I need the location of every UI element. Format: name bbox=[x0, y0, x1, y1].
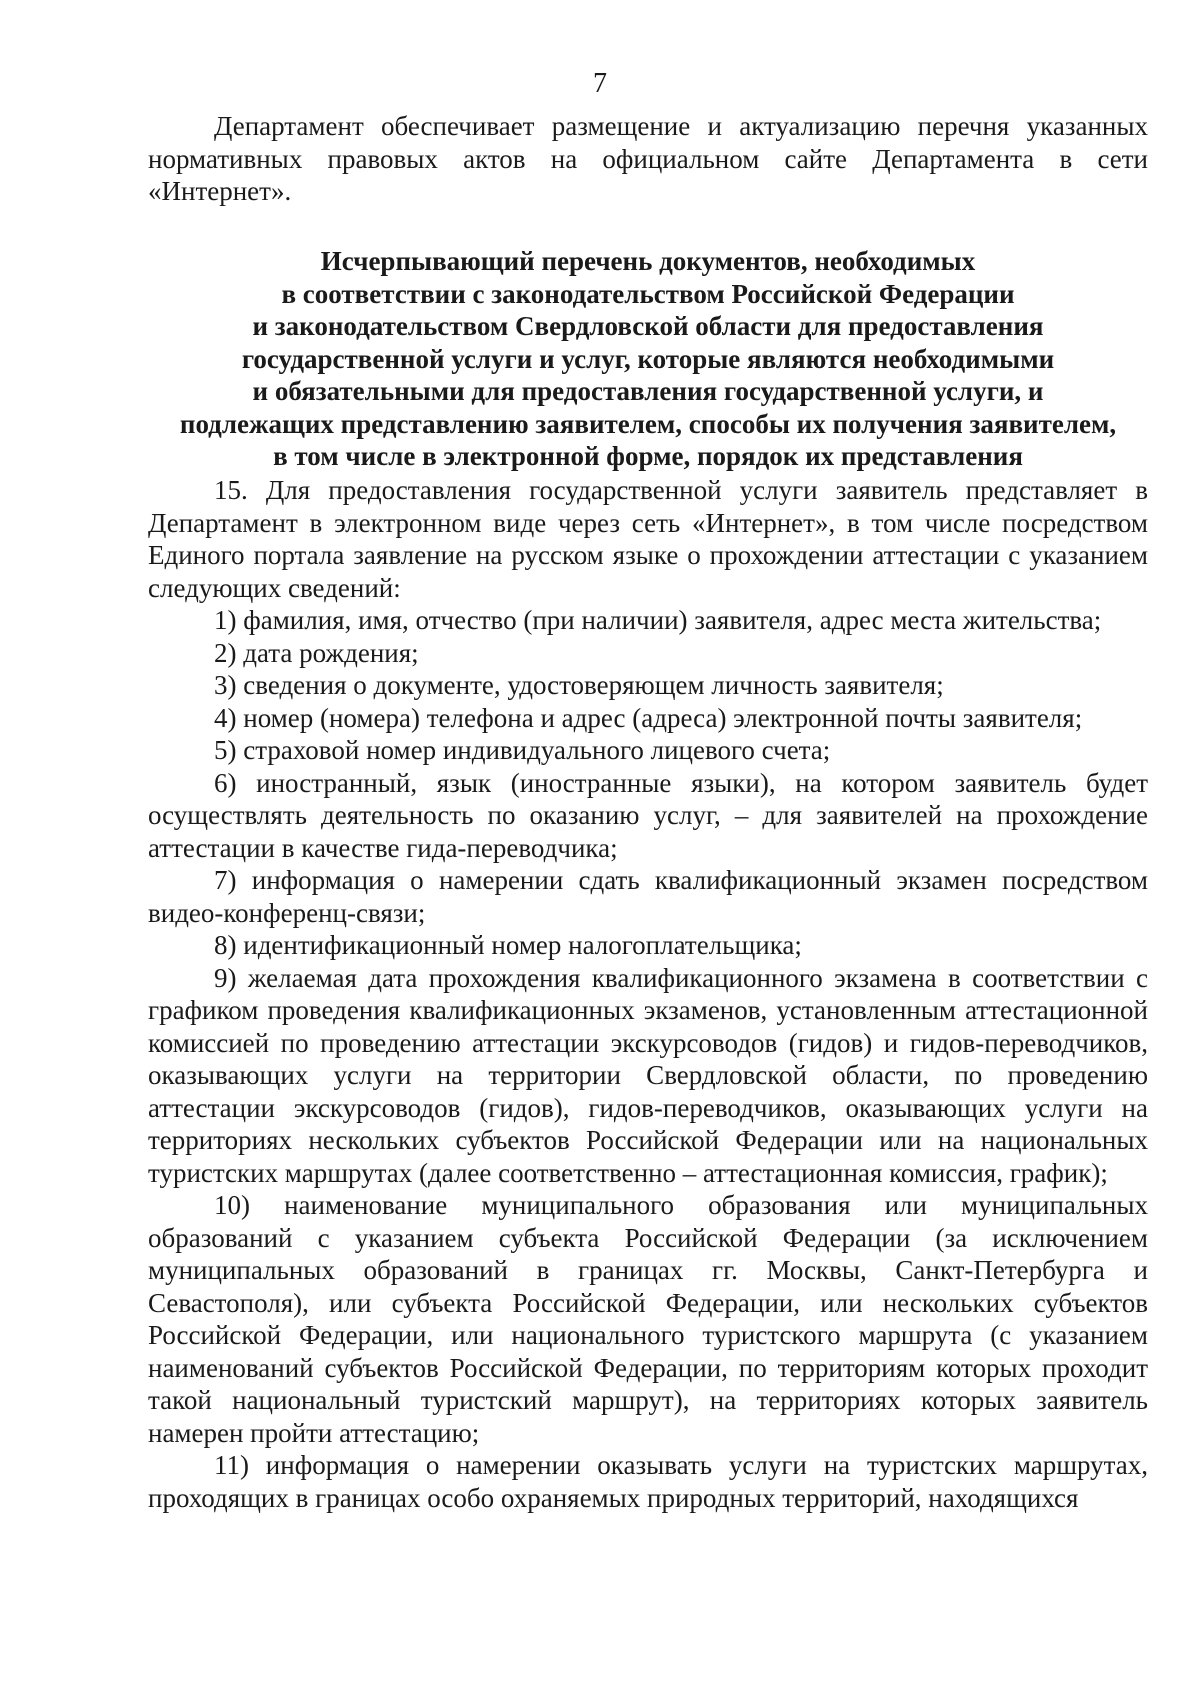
heading-line: Исчерпывающий перечень документов, необходимых bbox=[320, 246, 976, 276]
main-section bbox=[148, 474, 1148, 1514]
list-item: 11) информация о намерении оказывать услуги на туристских маршрутах, проходящих в границах особо охраняемых природных территорий, находящихся bbox=[148, 1450, 1148, 1513]
section-heading bbox=[148, 245, 1148, 473]
heading-line: государственной услуги и услуг, которые являются необходимыми bbox=[241, 343, 1055, 374]
list-item: 6) иностранный, язык (иностранные языки), на котором заявитель будет осуществлять деятельность по оказанию услуг, – для заявителей на прохождение аттестации в качестве гида-переводчика; bbox=[148, 767, 1148, 863]
heading-line: и обязательными для предоставления государственной услуги, и bbox=[252, 376, 1044, 406]
intro-section bbox=[148, 110, 1148, 208]
list-item: 10) наименование муниципального образования или муниципальных образований с указанием субъекта Российской Федерации (за исключением муниципальных образований в границах гг. Москвы, Санкт-Петербурга и Севастополя), или субъекта Российской Федерации, или нескольких субъектов Российской Федерации, или национального туристского маршрута (с указанием наименований субъектов Российской Федерации, по территориям которых проходит такой национальный туристский маршрут), на территориях которых заявитель намерен пройти аттестацию; bbox=[148, 1190, 1148, 1448]
list-item: 8) идентификационный номер налогоплательщика; bbox=[214, 930, 802, 960]
list-item: 7) информация о намерении сдать квалификационный экзамен посредством видео-конференц-связи; bbox=[148, 865, 1148, 928]
heading-line: в том числе в электронной форме, порядок их представления bbox=[273, 441, 1023, 471]
page-number: 7 bbox=[593, 68, 607, 99]
list-item: 3) сведения о документе, удостоверяющем личность заявителя; bbox=[214, 670, 944, 700]
heading-line: подлежащих представлению заявителем, способы их получения заявителем, bbox=[179, 408, 1117, 439]
heading-line: и законодательством Свердловской области для предоставления bbox=[252, 311, 1044, 341]
list-item: 9) желаемая дата прохождения квалификационного экзамена в соответствии с графиком проведения квалификационных экзаменов, установленным аттестационной комиссией по проведению аттестации экскурсоводов (гидов) и гидов-переводчиков, оказывающих услуги на территории Свердловской области, по проведению аттестации экскурсоводов (гидов), гидов-переводчиков, оказывающих услуги на территориях нескольких субъектов Российской Федерации или на национальных туристских маршрутах (далее соответственно – аттестационная комиссия, график); bbox=[148, 962, 1148, 1188]
paragraph-15: 15. Для предоставления государственной услуги заявитель представляет в Департамент в электронном виде через сеть «Интернет», в том числе посредством Единого портала заявление на русском языке о прохождении аттестации с указанием следующих сведений: bbox=[148, 475, 1148, 603]
list-item: 4) номер (номера) телефона и адрес (адреса) электронной почты заявителя; bbox=[214, 702, 1083, 733]
heading-line: в соответствии с законодательством Российской Федерации bbox=[281, 278, 1015, 309]
intro-paragraph: Департамент обеспечивает размещение и актуализацию перечня указанных нормативных правовых актов на официальном сайте Департамента в сети «Интернет». bbox=[148, 111, 1148, 206]
list-item: 1) фамилия, имя, отчество (при наличии) заявителя, адрес места жительства; bbox=[214, 605, 1102, 635]
list-item: 2) дата рождения; bbox=[214, 637, 419, 668]
list-item: 5) страховой номер индивидуального лицевого счета; bbox=[214, 735, 831, 765]
